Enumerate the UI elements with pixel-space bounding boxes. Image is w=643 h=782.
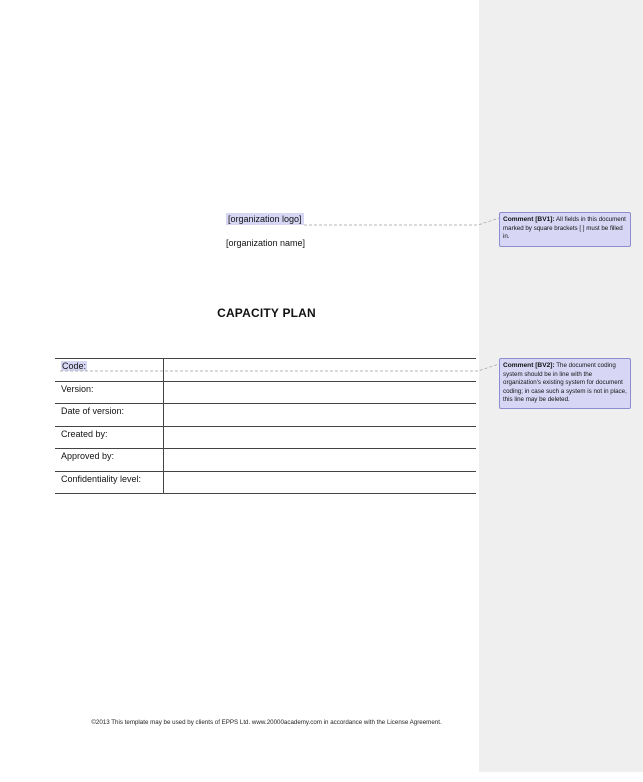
- page-footer: ©2013 This template may be used by clients of EPPS Ltd. www.20000academy.com in accordance with the License Agreement.: [91, 719, 442, 726]
- comment-text: All fields in this document marked by square brackets [ ] must be filled in.: [503, 216, 626, 241]
- field-label-date-of-version: Date of version:: [55, 404, 163, 427]
- comment-author: Comment [BV1]:: [503, 216, 555, 223]
- field-label-confidentiality-level: Confidentiality level:: [55, 471, 163, 494]
- comment-balloon-bv2[interactable]: [499, 358, 631, 409]
- code-label-text[interactable]: Code:: [62, 361, 87, 371]
- document-title: CAPACITY PLAN: [217, 306, 316, 320]
- field-label-approved-by: Approved by:: [55, 449, 163, 472]
- comment-author: Comment [BV2]:: [503, 362, 555, 369]
- comment-leader-2: [60, 364, 499, 371]
- organization-logo-placeholder[interactable]: [organization logo]: [228, 214, 302, 224]
- field-label-version: Version:: [55, 381, 163, 404]
- organization-name-placeholder[interactable]: [organization name]: [226, 238, 306, 248]
- comment-balloon-bv1[interactable]: [499, 212, 631, 247]
- field-label-created-by: Created by:: [55, 426, 163, 449]
- comment-text: The document coding system should be in line with the organization's existing system for document coding; in case such a system is not in place, this line may be deleted.: [503, 362, 627, 403]
